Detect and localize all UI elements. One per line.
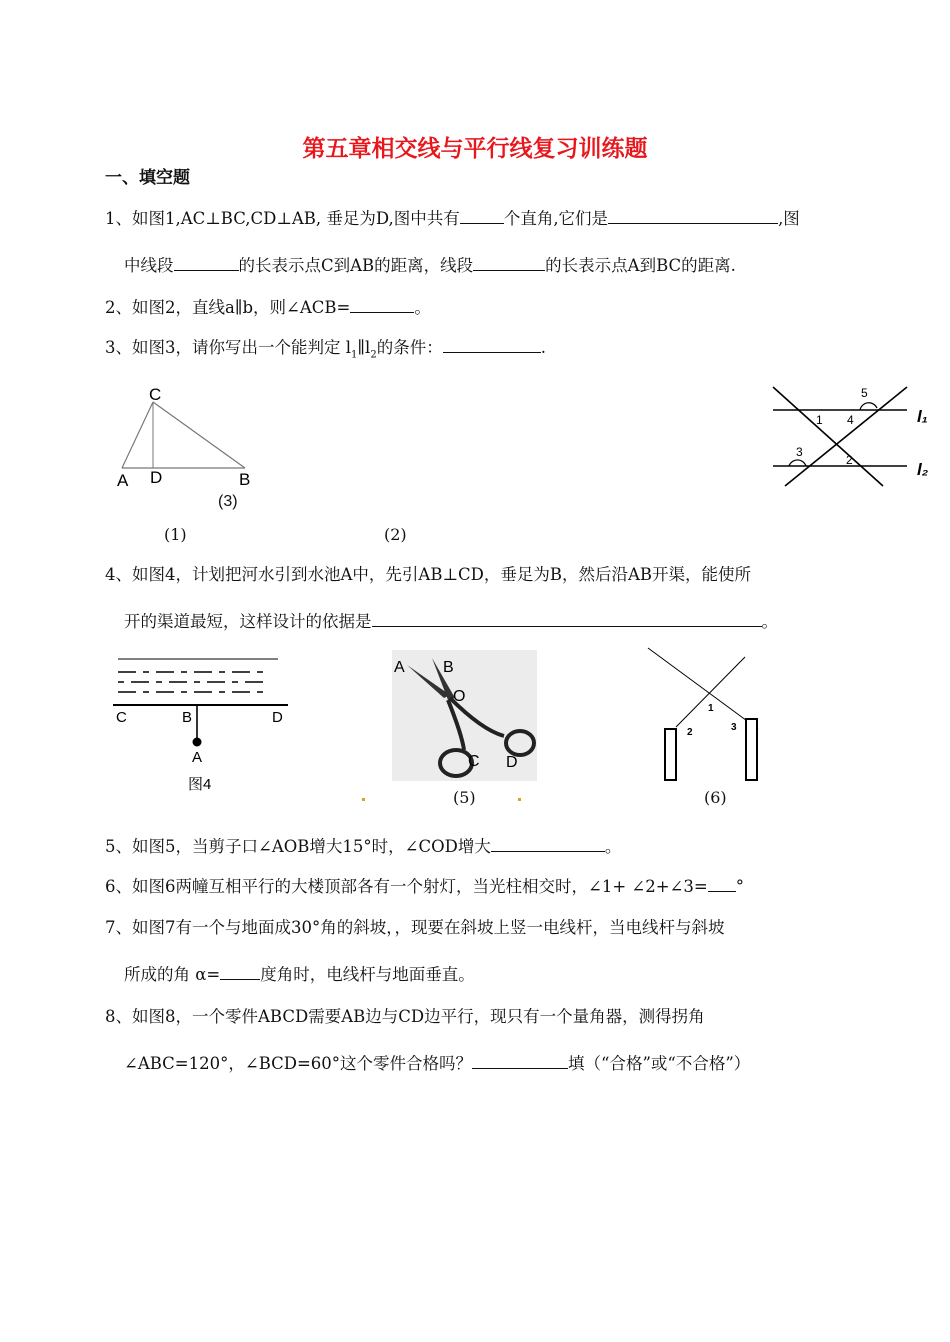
building-left bbox=[665, 729, 676, 780]
section-heading: 一、填空题 bbox=[105, 168, 190, 188]
svg-text:C: C bbox=[468, 753, 480, 770]
label-d: D bbox=[150, 468, 163, 487]
question-7-line-1: 7、如图7有一个与地面成30°角的斜坡，，现要在斜坡上竖一电线杆，当电线杆与斜坡 bbox=[105, 918, 725, 937]
light-beam-2 bbox=[676, 657, 745, 727]
svg-text:C: C bbox=[116, 709, 127, 726]
answer-blank[interactable] bbox=[460, 206, 504, 224]
question-6: 6、如图6两幢互相平行的大楼顶部各有一个射灯，当光柱相交时，∠1+ ∠2+∠3= ° bbox=[105, 873, 744, 897]
question-1-line-2: 中线段 的长表示点C到AB的距离，线段 的长表示点A到BC的距离. bbox=[124, 252, 736, 276]
question-1-line-1: 1、如图1,AC⊥BC,CD⊥AB, 垂足为D,图中共有 个直角,它们是 ,图 bbox=[105, 205, 800, 229]
figure-1-caption: (1) bbox=[164, 525, 187, 544]
pool-a bbox=[193, 738, 202, 747]
page-title: 第五章相交线与平行线复习训练题 bbox=[302, 136, 648, 162]
figure-3-caption: (3) bbox=[218, 493, 238, 510]
svg-text:B: B bbox=[443, 659, 454, 676]
answer-blank[interactable] bbox=[350, 295, 414, 313]
answer-blank[interactable] bbox=[220, 962, 260, 980]
figure-6-caption: (6) bbox=[704, 788, 727, 807]
svg-text:3: 3 bbox=[796, 445, 803, 459]
svg-text:O: O bbox=[453, 688, 466, 705]
figure-2-caption: (2) bbox=[384, 525, 407, 544]
svg-text:l₂: l₂ bbox=[917, 460, 929, 479]
svg-text:B: B bbox=[182, 709, 193, 726]
segment-ac bbox=[122, 402, 153, 468]
question-8-line-2: ∠ABC=120°，∠BCD=60°这个零件合格吗？ 填（“合格”或“不合格”） bbox=[124, 1050, 750, 1074]
svg-text:2: 2 bbox=[846, 453, 853, 467]
building-right bbox=[746, 719, 757, 780]
answer-blank[interactable] bbox=[372, 609, 762, 627]
decorative-dot bbox=[362, 798, 365, 801]
decorative-dot bbox=[518, 798, 521, 801]
label-b: B bbox=[239, 470, 251, 489]
transversal-2 bbox=[785, 387, 907, 486]
svg-text:2: 2 bbox=[687, 727, 693, 738]
question-2: 2、如图2，直线a∥b，则∠ACB= 。 bbox=[105, 294, 431, 318]
svg-text:A: A bbox=[192, 749, 203, 766]
svg-text:4: 4 bbox=[847, 413, 854, 427]
svg-text:1: 1 bbox=[708, 703, 714, 714]
angle-5-arc bbox=[860, 403, 877, 410]
label-a: A bbox=[117, 471, 129, 490]
figure-6-searchlights bbox=[640, 645, 770, 785]
svg-text:D: D bbox=[506, 754, 518, 771]
question-4-line-1: 4、如图4，计划把河水引到水池A中，先引AB⊥CD，垂足为B，然后沿AB开渠，能使所 bbox=[105, 565, 751, 584]
answer-blank[interactable] bbox=[174, 253, 239, 271]
question-8-line-1: 8、如图8，一个零件ABCD需要AB边与CD边平行，现只有一个量角器，测得拐角 bbox=[105, 1007, 705, 1026]
question-5: 5、如图5，当剪子口∠AOB增大15°时，∠COD增大 。 bbox=[105, 833, 621, 857]
figure-4-caption: 图4 bbox=[188, 776, 212, 793]
transversal-1 bbox=[773, 387, 883, 486]
svg-text:1: 1 bbox=[816, 413, 823, 427]
figure-5-caption: (5) bbox=[453, 788, 476, 807]
svg-text:D: D bbox=[272, 709, 283, 726]
angle-3-arc bbox=[789, 460, 806, 466]
question-4-line-2: 开的渠道最短，这样设计的依据是 。 bbox=[124, 608, 778, 632]
question-7-line-2: 所成的角 α= 度角时，电线杆与地面垂直。 bbox=[124, 961, 475, 985]
answer-blank[interactable] bbox=[473, 253, 545, 271]
svg-text:5: 5 bbox=[861, 386, 868, 400]
svg-text:3: 3 bbox=[731, 722, 737, 733]
figure-5-scissors bbox=[392, 650, 537, 781]
answer-blank[interactable] bbox=[472, 1051, 568, 1069]
answer-blank[interactable] bbox=[708, 874, 736, 892]
svg-text:l₁: l₁ bbox=[917, 407, 928, 426]
segment-cb bbox=[153, 402, 245, 468]
answer-blank[interactable] bbox=[608, 206, 778, 224]
figure-1-triangle bbox=[110, 380, 260, 490]
question-3: 3、如图3，请你写出一个能判定 $l_1\parallel l_2$的条件： . bbox=[105, 334, 546, 360]
figure-3-parallel-lines bbox=[765, 380, 935, 490]
answer-blank[interactable] bbox=[491, 834, 605, 852]
answer-blank[interactable] bbox=[443, 335, 541, 353]
svg-text:A: A bbox=[394, 659, 405, 676]
figure-4-river-canal bbox=[108, 650, 298, 795]
label-c: C bbox=[149, 385, 162, 404]
